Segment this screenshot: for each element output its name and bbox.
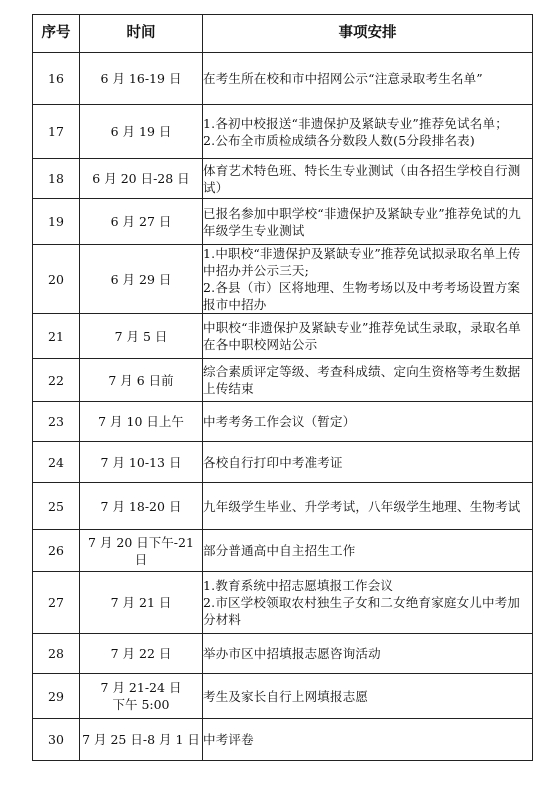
item-line: 1.教育系统中招志愿填报工作会议	[203, 578, 394, 593]
row-item	[203, 572, 533, 634]
row-number: 24	[33, 442, 80, 483]
time-line: 下午 5:00	[112, 697, 170, 712]
table-row	[33, 402, 533, 442]
row-number: 21	[33, 314, 80, 359]
header-no: 序号	[33, 15, 80, 53]
item-line: 在考生所在校和市中招网公示“注意录取考生名单”	[203, 71, 483, 86]
row-time	[80, 359, 203, 402]
row-item	[203, 359, 533, 402]
table-row	[33, 53, 533, 105]
row-item	[203, 530, 533, 572]
item-line: 综合素质评定等级、考查科成绩、定向生资格等考生数据上传结束	[203, 364, 521, 396]
time-line: 6 月 19 日	[110, 124, 172, 139]
row-number: 18	[33, 159, 80, 199]
row-time	[80, 483, 203, 530]
time-line: 7 月 10-13 日	[100, 454, 182, 470]
item-line: 九年级学生毕业、升学考试，八年级学生地理、生物考试	[203, 498, 521, 514]
time-line: 6 月 16-19 日	[100, 71, 182, 86]
row-time	[80, 634, 203, 674]
table-row	[33, 199, 533, 245]
row-time	[80, 719, 203, 761]
time-line: 7 月 5 日	[114, 328, 168, 344]
table-row	[33, 674, 533, 719]
item-line: 2.市区学校领取农村独生子女和二女绝育家庭女儿中考加分材料	[203, 595, 521, 627]
row-number: 30	[33, 719, 80, 761]
time-line: 7 月 25 日-8 月 1 日	[82, 732, 200, 747]
row-number: 29	[33, 674, 80, 719]
time-line: 6 月 27 日	[110, 214, 172, 229]
table-row	[33, 719, 533, 761]
item-line: 部分普通高中自主招生工作	[203, 543, 356, 558]
table-row	[33, 442, 533, 483]
table-body	[33, 53, 533, 761]
item-line: 举办市区中招填报志愿咨询活动	[203, 646, 381, 661]
row-item	[203, 719, 533, 761]
row-item	[203, 674, 533, 719]
table-row	[33, 483, 533, 530]
table-row	[33, 359, 533, 402]
row-item	[203, 159, 533, 199]
row-item	[203, 105, 533, 159]
time-line: 7 月 18-20 日	[100, 498, 182, 514]
table-row	[33, 105, 533, 159]
row-time	[80, 314, 203, 359]
row-item	[203, 314, 533, 359]
table-row	[33, 572, 533, 634]
item-line: 各校自行打印中考准考证	[203, 454, 343, 470]
row-item	[203, 53, 533, 105]
row-number: 26	[33, 530, 80, 572]
row-number: 23	[33, 402, 80, 442]
item-line: 体育艺术特色班、特长生专业测试（由各招生学校自行测试）	[203, 162, 521, 195]
row-item	[203, 483, 533, 530]
row-number: 25	[33, 483, 80, 530]
time-line: 6 月 29 日	[110, 271, 172, 287]
row-number: 22	[33, 359, 80, 402]
table-row	[33, 530, 533, 572]
row-time	[80, 442, 203, 483]
item-line: 已报名参加中职学校“非遗保护及紧缺专业”推荐免试的九年级学生专业测试	[203, 205, 521, 238]
item-line: 中职校“非遗保护及紧缺专业”推荐免试生录取，录取名单在各中职校网站公示	[203, 320, 521, 352]
row-number: 16	[33, 53, 80, 105]
row-time	[80, 674, 203, 719]
row-item	[203, 442, 533, 483]
row-item	[203, 402, 533, 442]
row-number: 17	[33, 105, 80, 159]
time-line: 7 月 21-24 日	[100, 680, 182, 695]
table-row	[33, 314, 533, 359]
row-number: 19	[33, 199, 80, 245]
table-row	[33, 245, 533, 314]
row-time	[80, 530, 203, 572]
row-time	[80, 159, 203, 199]
item-line: 2.公布全市质检成绩各分数段人数(5分段排名表)	[203, 132, 475, 148]
row-time	[80, 53, 203, 105]
row-time	[80, 245, 203, 314]
header-time: 时间	[80, 15, 203, 53]
item-line: 1.中职校“非遗保护及紧缺专业”推荐免试拟录取名单上传中招办并公示三天;	[203, 246, 521, 278]
table-row	[33, 159, 533, 199]
item-line: 1.各初中校报送“非遗保护及紧缺专业”推荐免试名单；	[203, 115, 508, 131]
time-line: 7 月 20 日下午-21 日	[88, 534, 194, 567]
item-line: 中考评卷	[203, 732, 254, 747]
row-time	[80, 572, 203, 634]
header-item: 事项安排	[203, 15, 533, 53]
item-line: 考生及家长自行上网填报志愿	[203, 688, 369, 704]
table-row	[33, 634, 533, 674]
row-number: 27	[33, 572, 80, 634]
time-line: 7 月 22 日	[110, 646, 172, 661]
row-item	[203, 634, 533, 674]
item-line: 中考考务工作会议（暂定）	[203, 414, 356, 429]
row-number: 28	[33, 634, 80, 674]
row-item	[203, 199, 533, 245]
time-line: 7 月 10 日上午	[98, 414, 184, 429]
time-line: 6 月 20 日-28 日	[92, 171, 190, 186]
header-row	[33, 15, 533, 53]
item-line: 2.各县（市）区将地理、生物考场以及中考考场设置方案报市中招办	[203, 280, 521, 312]
row-time	[80, 402, 203, 442]
row-time	[80, 199, 203, 245]
row-number: 20	[33, 245, 80, 314]
row-item	[203, 245, 533, 314]
row-time	[80, 105, 203, 159]
schedule-table	[32, 14, 533, 761]
time-line: 7 月 21 日	[110, 595, 172, 610]
time-line: 7 月 6 日前	[108, 372, 174, 388]
